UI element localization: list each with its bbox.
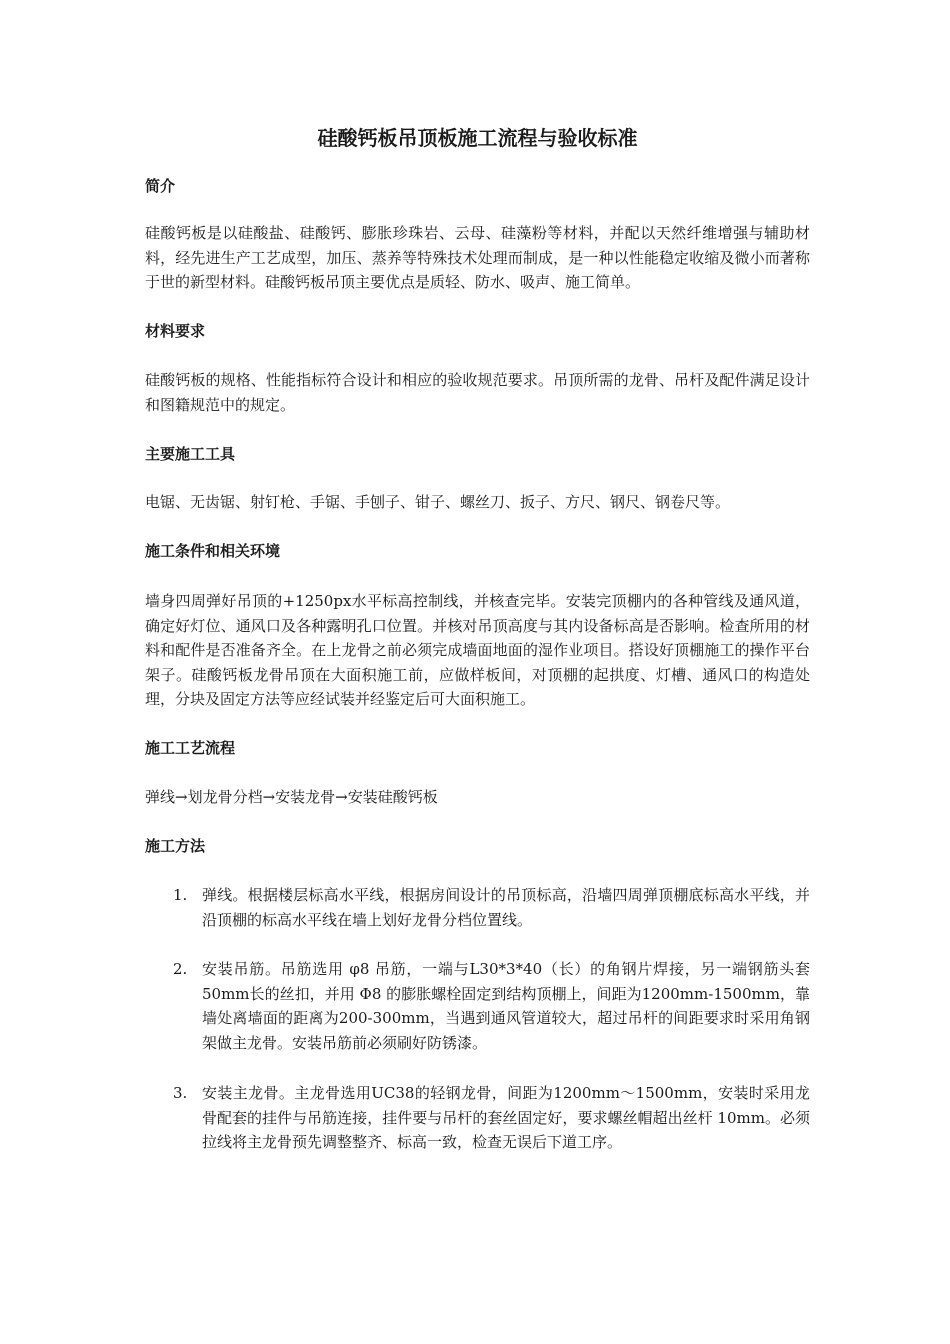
list-item-text: 安装吊筋。吊筋选用 φ8 吊筋，一端与L30*3*40（长）的角钢片焊接，另一端钢筋头套50mm长的丝扣，并用 Φ8 的膨胀螺栓固定到结构顶棚上，间距为1200mm-1500mm，靠墙处离墙面的距离为200-300mm，当遇到通风管道较大，超过吊杆的间距要求时采用角钢架做主龙骨。安装吊筋前必须刷好防锈漆。	[202, 960, 810, 1052]
list-item-text: 弹线。根据楼层标高水平线，根据房间设计的吊顶标高，沿墙四周弹顶棚底标高水平线，并沿顶棚的标高水平线在墙上划好龙骨分档位置线。	[202, 886, 810, 929]
list-item-number: 1.	[173, 886, 188, 904]
section-paragraph-process: 弹线→划龙骨分档→安装龙骨→安装硅酸钙板	[145, 788, 438, 806]
section-paragraph-intro: 硅酸钙板是以硅酸盐、硅酸钙、膨胀珍珠岩、云母、硅藻粉等材料，并配以天然纤维增强与辅助材料，经先进生产工艺成型，加压、蒸养等特殊技术处理而制成，是一种以性能稳定收缩及微小而著称于世的新型材料。硅酸钙板吊顶主要优点是质轻、防水、吸声、施工简单。	[145, 224, 810, 291]
document-title: 硅酸钙板吊顶板施工流程与验收标准	[317, 126, 638, 150]
list-item-number: 2.	[173, 960, 188, 978]
list-item-text: 安装主龙骨。主龙骨选用UC38的轻钢龙骨，间距为1200mm～1500mm，安装时采用龙骨配套的挂件与吊筋连接，挂件要与吊杆的套丝固定好，要求螺丝帽超出丝杆 10mm。必须拉线将主龙骨预先调整整齐、标高一致，检查无误后下道工序。	[202, 1084, 810, 1151]
section-heading-process: 施工工艺流程	[145, 739, 236, 757]
section-heading-conditions: 施工条件和相关环境	[145, 542, 281, 560]
section-paragraph-materials: 硅酸钙板的规格、性能指标符合设计和相应的验收规范要求。吊顶所需的龙骨、吊杆及配件满足设计和图籍规范中的规定。	[145, 371, 810, 414]
list-item-number: 3.	[173, 1084, 188, 1102]
section-heading-materials: 材料要求	[145, 322, 206, 340]
section-paragraph-tools: 电锯、无齿锯、射钉枪、手锯、手刨子、钳子、螺丝刀、扳子、方尺、钢尺、钢卷尺等。	[145, 493, 731, 511]
section-paragraph-conditions: 墙身四周弹好吊顶的+1250px水平标高控制线，并核查完毕。安装完顶棚内的各种管线及通风道，确定好灯位、通风口及各种露明孔口位置。并核对吊顶高度与其内设备标高是否影响。检查所用的材料和配件是否准备齐全。在上龙骨之前必须完成墙面地面的湿作业项目。搭设好顶棚施工的操作平台架子。硅酸钙板龙骨吊顶在大面积施工前，应做样板间，对顶棚的起拱度、灯槽、通风口的构造处理，分块及固定方法等应经试装并经鉴定后可大面积施工。	[145, 592, 810, 708]
section-heading-methods: 施工方法	[145, 837, 206, 855]
section-heading-tools: 主要施工工具	[145, 445, 236, 463]
section-heading-intro: 简介	[145, 177, 176, 195]
